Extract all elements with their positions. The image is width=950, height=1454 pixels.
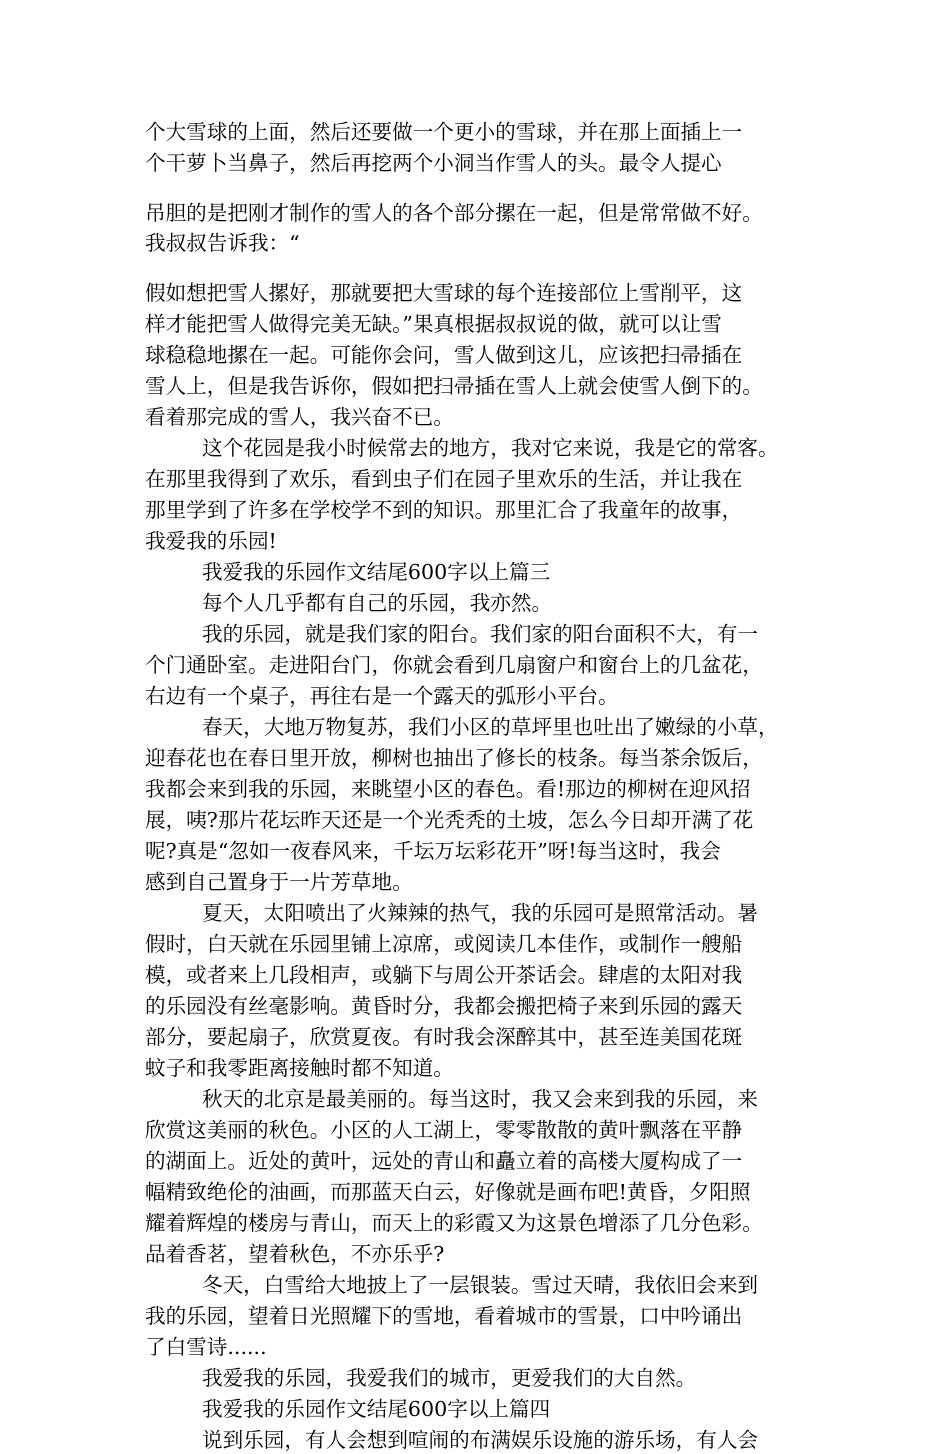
paragraph-start: 我的乐园，就是我们家的阳台。我们家的阳台面积不大，有一 xyxy=(202,622,759,646)
text-line: 感到自己置身于一片芳草地。 xyxy=(145,870,413,894)
text-line: 我爱我的乐园! xyxy=(145,529,277,553)
paragraph-start: 冬天，白雪给大地披上了一层银装。雪过天晴，我依旧会来到 xyxy=(202,1273,759,1297)
text-line: 雪人上，但是我告诉你，假如把扫帚插在雪人上就会使雪人倒下的。 xyxy=(145,374,763,398)
section-heading: 我爱我的乐园作文结尾600字以上篇三 xyxy=(202,560,551,584)
text-line: 球稳稳地摞在一起。可能你会问，雪人做到这儿，应该把扫帚插在 xyxy=(145,343,743,367)
text-line: 幅精致绝伦的油画，而那蓝天白云，好像就是画布吧!黄昏，夕阳照 xyxy=(145,1180,751,1204)
text-line: 假如想把雪人摞好，那就要把大雪球的每个连接部位上雪削平，这 xyxy=(145,281,743,305)
paragraph-start: 夏天，太阳喷出了火辣辣的热气，我的乐园可是照常活动。暑 xyxy=(202,901,759,925)
text-line: 呢?真是“忽如一夜春风来，千坛万坛彩花开”呀!每当这时，我会 xyxy=(145,839,721,863)
text-line: 耀着辉煌的楼房与青山，而天上的彩霞又为这景色增添了几分色彩。 xyxy=(145,1211,763,1235)
text-line: 部分，要起扇子，欣赏夏夜。有时我会深醉其中，甚至连美国花斑 xyxy=(145,1025,743,1049)
paragraph-start: 说到乐园，有人会想到喧闹的布满娱乐设施的游乐场，有人会 xyxy=(202,1428,759,1452)
paragraph-start: 我爱我的乐园，我爱我们的城市，更爱我们的大自然。 xyxy=(202,1366,697,1390)
section-heading: 我爱我的乐园作文结尾600字以上篇四 xyxy=(202,1397,551,1421)
text-line: 迎春花也在春日里开放，柳树也抽出了修长的枝条。每当茶余饭后， xyxy=(145,746,763,770)
text-line: 的乐园没有丝毫影响。黄昏时分，我都会搬把椅子来到乐园的露天 xyxy=(145,994,743,1018)
text-line: 右边有一个桌子，再往右是一个露天的弧形小平台。 xyxy=(145,684,619,708)
text-line: 样才能把雪人做得完美无缺。”果真根据叔叔说的做，就可以让雪 xyxy=(145,312,722,336)
text-line: 在那里我得到了欢乐，看到虫子们在园子里欢乐的生活，并让我在 xyxy=(145,467,743,491)
paragraph-start: 每个人几乎都有自己的乐园，我亦然。 xyxy=(202,591,553,615)
text-line: 个大雪球的上面，然后还要做一个更小的雪球，并在那上面插上一 xyxy=(145,120,743,144)
text-line: 我的乐园，望着日光照耀下的雪地，看着城市的雪景，口中吟诵出 xyxy=(145,1304,743,1328)
text-line: 展，咦?那片花坛昨天还是一个光秃秃的土坡，怎么今日却开满了花 xyxy=(145,808,754,832)
paragraph-start: 秋天的北京是最美丽的。每当这时，我又会来到我的乐园，来 xyxy=(202,1087,759,1111)
paragraph-start: 春天，大地万物复苏，我们小区的草坪里也吐出了嫩绿的小草， xyxy=(202,715,779,739)
text-line: 吊胆的是把刚才制作的雪人的各个部分摞在一起，但是常常做不好。 xyxy=(145,201,763,225)
text-line: 了白雪诗...... xyxy=(145,1335,267,1359)
text-line: 我叔叔告诉我：“ xyxy=(145,231,300,255)
text-line: 看着那完成的雪人，我兴奋不已。 xyxy=(145,405,454,429)
text-line: 的湖面上。近处的黄叶，远处的青山和矗立着的高楼大厦构成了一 xyxy=(145,1149,743,1173)
text-line: 假时，白天就在乐园里铺上凉席，或阅读几本佳作，或制作一艘船 xyxy=(145,932,743,956)
text-line: 我都会来到我的乐园，来眺望小区的春色。看!那边的柳树在迎风招 xyxy=(145,777,751,801)
text-line: 个干萝卜当鼻子，然后再挖两个小洞当作雪人的头。最令人提心 xyxy=(145,151,722,175)
text-line: 蚊子和我零距离接触时都不知道。 xyxy=(145,1056,454,1080)
text-line: 欣赏这美丽的秋色。小区的人工湖上，零零散散的黄叶飘落在平静 xyxy=(145,1118,743,1142)
text-line: 个门通卧室。走进阳台门，你就会看到几扇窗户和窗台上的几盆花， xyxy=(145,653,763,677)
text-line: 品着香茗，望着秋色，不亦乐乎? xyxy=(145,1242,445,1266)
text-line: 模，或者来上几段相声，或躺下与周公开茶话会。肆虐的太阳对我 xyxy=(145,963,743,987)
text-line: 那里学到了许多在学校学不到的知识。那里汇合了我童年的故事， xyxy=(145,498,743,522)
paragraph-start: 这个花园是我小时候常去的地方，我对它来说，我是它的常客。 xyxy=(202,436,779,460)
